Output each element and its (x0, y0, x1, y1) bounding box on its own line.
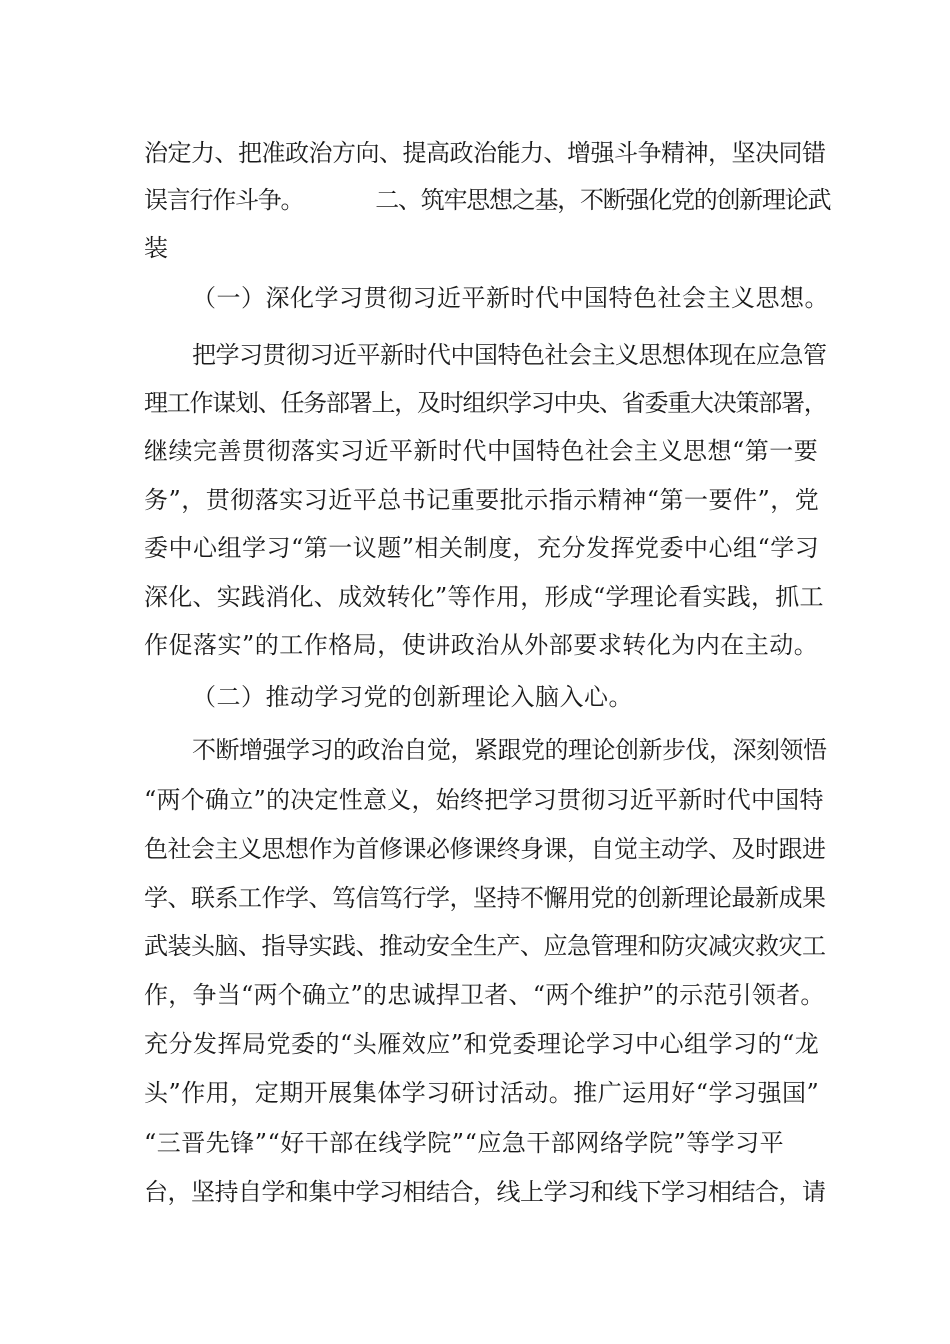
body-text-line: 头”作用，定期开展集体学习研讨活动。推广运用好“学习强国” (144, 1079, 820, 1107)
subsection-heading-1: （一）深化学习贯彻习近平新时代中国特色社会主义思想。 (192, 284, 829, 312)
body-text-line: “三晋先锋”“好干部在线学院”“应急干部网络学院”等学习平 (144, 1129, 785, 1157)
body-text-line: 把学习贯彻习近平新时代中国特色社会主义思想体现在应急管 (192, 341, 827, 369)
body-text-line: 台，坚持自学和集中学习相结合，线上学习和线下学习相结合，请 (144, 1178, 826, 1206)
body-text-line: 治定力、把准政治方向、提高政治能力、增强斗争精神，坚决同错 (144, 139, 826, 167)
section-heading: 二、筑牢思想之基，不断强化党的创新理论武 (375, 186, 831, 214)
body-text-line: 作促落实”的工作格局，使讲政治从外部要求转化为内在主动。 (144, 631, 819, 659)
body-text-line: 作，争当“两个确立”的忠诚捍卫者、“两个维护”的示范引领者。 (144, 981, 825, 1009)
body-text-line: 色社会主义思想作为首修课必修课终身课，自觉主动学、及时跟进 (144, 835, 826, 863)
body-text-line (144, 186, 830, 214)
body-text-line: “两个确立”的决定性意义，始终把学习贯彻习近平新时代中国特 (144, 786, 824, 814)
body-text-line: 学、联系工作学、笃信笃行学，坚持不懈用党的创新理论最新成果 (144, 884, 826, 912)
body-text-line: 务”，贯彻落实习近平总书记重要批示指示精神“第一要件”，党 (144, 486, 820, 514)
body-text-line: 理工作谋划、任务部署上，及时组织学习中央、省委重大决策部署， (144, 389, 827, 417)
body-text-line: 武装头脑、指导实践、推动安全生产、应急管理和防灾减灾救灾工 (144, 932, 826, 960)
body-text-line: 不断增强学习的政治自觉，紧跟党的理论创新步伐，深刻领悟 (192, 736, 827, 764)
body-text-line: 继续完善贯彻落实习近平新时代中国特色社会主义思想“第一要 (144, 437, 819, 465)
subsection-heading-2: （二）推动学习党的创新理论入脑入心。 (192, 683, 633, 711)
section-heading-continuation: 装 (144, 234, 169, 262)
body-text-line: 委中心组学习“第一议题”相关制度，充分发挥党委中心组“学习 (144, 534, 820, 562)
body-text-line: 充分发挥局党委的“头雁效应”和党委理论学习中心组学习的“龙 (144, 1030, 820, 1058)
body-text-line: 深化、实践消化、成效转化”等作用，形成“学理论看实践，抓工 (144, 583, 824, 611)
body-text-segment: 误言行作斗争。 (144, 186, 304, 214)
